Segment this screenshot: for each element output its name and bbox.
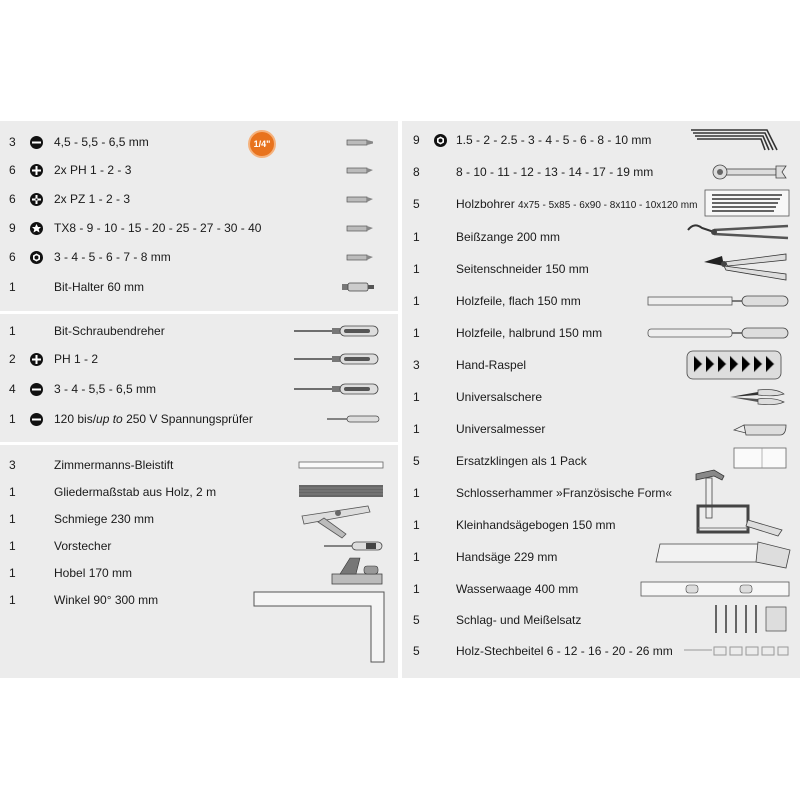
list-item: [0, 408, 398, 430]
list-item: [402, 386, 800, 408]
quantity: 1: [413, 550, 420, 564]
quantity: 1: [413, 390, 420, 404]
bit-icon: [345, 137, 375, 147]
quantity: 1: [9, 485, 16, 499]
quantity: 1: [413, 518, 420, 532]
item-label: Gliedermaßstab aus Holz, 2 m: [54, 485, 217, 499]
list-item: [0, 589, 398, 611]
wood-chisels-icon: [682, 644, 790, 658]
list-item: [0, 562, 398, 584]
item-label: TX8 - 9 - 10 - 15 - 20 - 25 - 27 - 30 - 40: [54, 221, 262, 235]
drill-bits-icon: [704, 189, 790, 217]
list-item: [402, 258, 800, 280]
item-label: Holz-Stechbeitel 6 - 12 - 16 - 20 - 26 mm: [456, 644, 673, 658]
flat-file-icon: [646, 294, 790, 308]
spirit-level-icon: [640, 580, 790, 598]
list-item: [402, 354, 800, 376]
quantity: 8: [413, 165, 420, 179]
quantity: 5: [413, 644, 420, 658]
item-label: Schlosserhammer »Französische Form«: [456, 486, 673, 500]
list-item: [402, 514, 800, 536]
folding-rule-icon: [298, 484, 384, 498]
list-item: [0, 246, 398, 268]
item-label: Kleinhandsägebogen 150 mm: [456, 518, 616, 532]
item-label: 3 - 4 - 5 - 6 - 7 - 8 mm: [54, 250, 171, 264]
section-divider: [0, 442, 398, 445]
item-label: Bit-Halter 60 mm: [54, 280, 145, 294]
list-item: [0, 131, 398, 153]
torx-icon: [29, 221, 43, 235]
list-item: [402, 418, 800, 440]
list-item: [402, 161, 800, 183]
pencil-icon: [298, 461, 384, 469]
item-label: Bit-Schraubendreher: [54, 324, 165, 338]
item-label: Schlag- und Meißelsatz: [456, 613, 582, 627]
quantity: 3: [9, 458, 16, 472]
item-label: Vorstecher: [54, 539, 112, 553]
item-label: Holzfeile, halbrund 150 mm: [456, 326, 603, 340]
quarter-inch-badge: 1/4": [248, 130, 276, 158]
quantity: 1: [9, 324, 16, 338]
quantity: 6: [9, 163, 16, 177]
list-item: [402, 226, 800, 248]
quantity: 6: [9, 250, 16, 264]
slotted-icon: [29, 135, 43, 149]
scissors-icon: [728, 386, 786, 408]
quantity: 1: [413, 422, 420, 436]
quantity: 9: [9, 221, 16, 235]
item-label: Holzfeile, flach 150 mm: [456, 294, 581, 308]
bit-holder-icon: [340, 280, 376, 294]
quantity: 1: [413, 230, 420, 244]
item-label: Wasserwaage 400 mm: [456, 582, 579, 596]
chisel-punch-set-icon: [708, 603, 788, 635]
quantity: 1: [9, 280, 16, 294]
quantity: 1: [413, 294, 420, 308]
hex-icon: [29, 250, 43, 264]
quantity: 1: [413, 582, 420, 596]
item-label: 2x PH 1 - 2 - 3: [54, 163, 132, 177]
item-label: Ersatzklingen als 1 Pack: [456, 454, 587, 468]
list-item: [0, 217, 398, 239]
quantity: 5: [413, 454, 420, 468]
screwdriver-icon: [292, 353, 380, 365]
section-divider: [0, 311, 398, 314]
item-label: 4,5 - 5,5 - 6,5 mm: [54, 135, 149, 149]
slotted-icon: [29, 382, 43, 396]
quantity: 3: [9, 135, 16, 149]
bit-icon: [345, 223, 375, 233]
item-label: 2x PZ 1 - 2 - 3: [54, 192, 131, 206]
item-label: Hand-Raspel: [456, 358, 527, 372]
quantity: 5: [413, 613, 420, 627]
phillips-icon: [29, 163, 43, 177]
half-round-file-icon: [646, 326, 790, 340]
wrench-icon: [712, 164, 788, 180]
item-label: Universalschere: [456, 390, 543, 404]
list-item: [402, 640, 800, 662]
side-cutter-icon: [700, 250, 790, 284]
list-item: [402, 609, 800, 631]
quantity: 3: [413, 358, 420, 372]
list-item: [402, 482, 800, 504]
list-item: [402, 129, 800, 151]
allen-keys-icon: [687, 126, 787, 154]
list-item: [402, 322, 800, 344]
quantity: 1: [413, 486, 420, 500]
awl-icon: [322, 540, 384, 552]
phillips-icon: [29, 352, 43, 366]
item-label: PH 1 - 2: [54, 352, 99, 366]
quantity: 4: [9, 382, 16, 396]
quantity: 6: [9, 192, 16, 206]
item-label: Zimmermanns-Bleistift: [54, 458, 174, 472]
list-item: [0, 188, 398, 210]
list-item: [402, 546, 800, 568]
item-label: 1.5 - 2 - 2.5 - 3 - 4 - 5 - 6 - 8 - 10 mm: [456, 133, 652, 147]
bit-icon: [345, 165, 375, 175]
list-item: [402, 290, 800, 312]
quantity: 9: [413, 133, 420, 147]
list-item: [402, 450, 800, 472]
item-label: Winkel 90° 300 mm: [54, 593, 159, 607]
slotted-icon: [29, 412, 43, 426]
list-item: [402, 578, 800, 600]
voltage-tester-icon: [325, 414, 381, 424]
utility-knife-icon: [732, 421, 788, 437]
list-item: [0, 481, 398, 503]
list-item: [0, 276, 398, 298]
bit-icon: [345, 252, 375, 262]
item-label: Holzbohrer 4x75 - 5x85 - 6x90 - 8x110 - 10x120 mm: [456, 197, 698, 211]
quantity: 1: [413, 326, 420, 340]
square-icon: [253, 591, 385, 663]
bit-icon: [345, 194, 375, 204]
quantity: 1: [9, 566, 16, 580]
blades-pack-icon: [732, 446, 788, 470]
item-label: Handsäge 229 mm: [456, 550, 558, 564]
item-label: Universalmesser: [456, 422, 546, 436]
item-label: Schmiege 230 mm: [54, 512, 155, 526]
screwdriver-icon: [292, 383, 380, 395]
quantity: 1: [9, 539, 16, 553]
list-item: [402, 193, 800, 215]
item-label: Hobel 170 mm: [54, 566, 133, 580]
item-label: 8 - 10 - 11 - 12 - 13 - 14 - 17 - 19 mm: [456, 165, 654, 179]
list-item: [0, 320, 398, 342]
pozidriv-icon: [29, 192, 43, 206]
hex-icon: [433, 133, 447, 147]
hacksaw-icon: [692, 502, 790, 542]
quantity: 2: [9, 352, 16, 366]
quantity: 1: [9, 593, 16, 607]
rasp-icon: [686, 350, 782, 380]
list-item: [0, 159, 398, 181]
quantity: 1: [9, 412, 16, 426]
handsaw-icon: [652, 540, 792, 570]
screwdriver-icon: [292, 325, 380, 337]
list-item: [0, 454, 398, 476]
quantity: 5: [413, 197, 420, 211]
item-label: 120 bis/up to 250 V Spannungsprüfer: [54, 412, 253, 426]
plane-icon: [330, 554, 384, 588]
item-label: 3 - 4 - 5,5 - 6,5 mm: [54, 382, 157, 396]
quantity: 1: [9, 512, 16, 526]
list-item: [0, 508, 398, 530]
item-label: Seitenschneider 150 mm: [456, 262, 589, 276]
item-label: Beißzange 200 mm: [456, 230, 561, 244]
list-item: [0, 378, 398, 400]
pincers-icon: [684, 220, 792, 250]
quantity: 1: [413, 262, 420, 276]
list-item: [0, 348, 398, 370]
